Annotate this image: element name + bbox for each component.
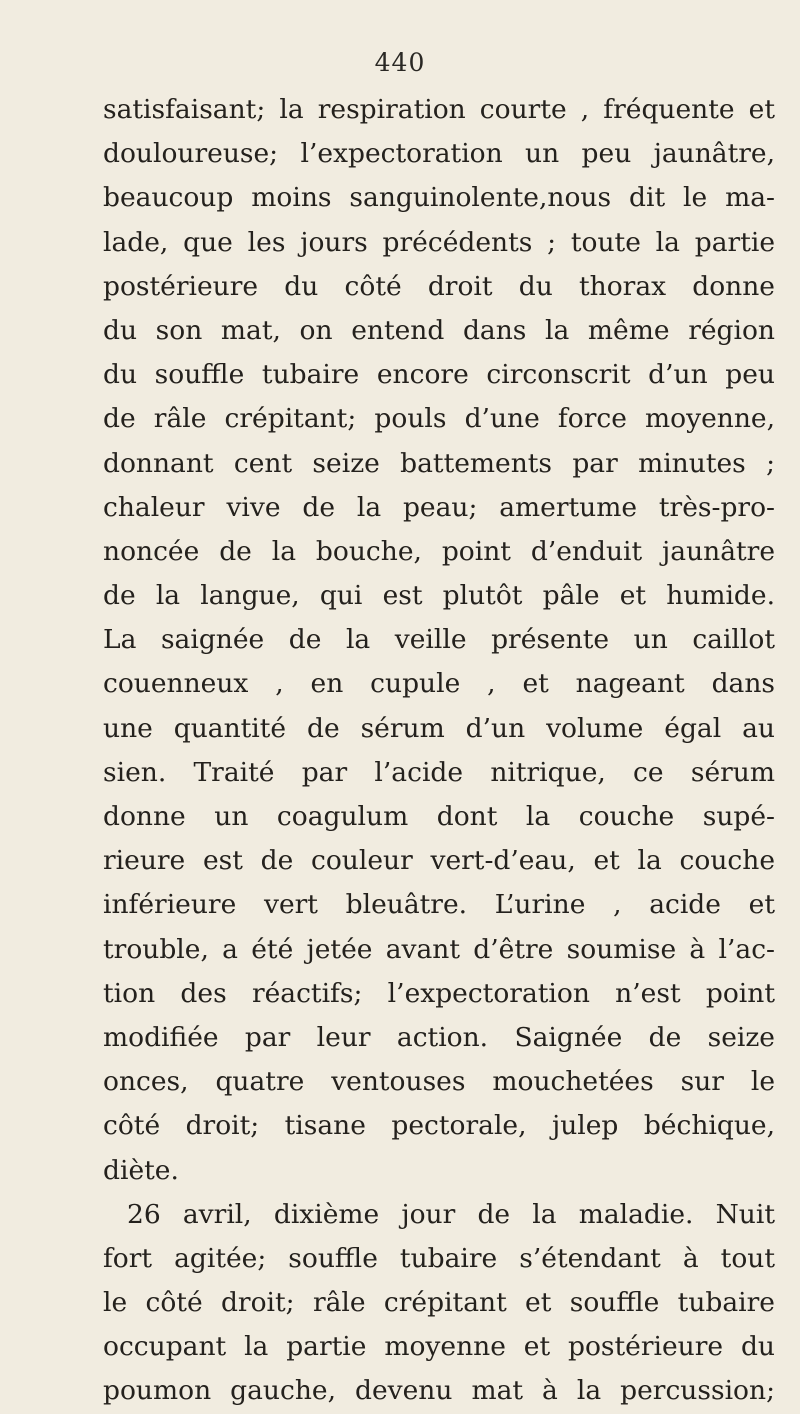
text-line: de la langue, qui est plutôt pâle et humide.: [103, 580, 775, 612]
text-line: chaleur vive de la peau; amertume très-pro-: [103, 491, 775, 523]
text-line: noncée de la bouche, point d’enduit jaunâtre: [103, 535, 775, 567]
paragraph-end-line: diète.: [103, 1154, 179, 1186]
text-line: du souffle tubaire encore circonscrit d’un peu: [103, 359, 775, 391]
text-line: sien. Traité par l’acide nitrique, ce sérum: [103, 756, 775, 788]
text-line: lade, que les jours précédents ; toute la partie: [103, 226, 775, 258]
text-line: rieure est de couleur vert-d’eau, et la couche: [103, 845, 775, 877]
text-line: couenneux , en cupule , et nageant dans: [103, 668, 775, 700]
text-line: côté droit; tisane pectorale, julep béchique,: [103, 1110, 775, 1142]
text-line: postérieure du côté droit du thorax donne: [103, 270, 775, 302]
text-line: fort agitée; souffle tubaire s’étendant à tout: [103, 1242, 775, 1274]
body-text: [103, 88, 775, 1414]
text-line: onces, quatre ventouses mouchetées sur le: [103, 1066, 775, 1098]
text-line: douloureuse; l’expectoration un peu jaunâtre,: [103, 138, 775, 170]
paragraph-start-line: 26 avril, dixième jour de la maladie. Nuit: [127, 1198, 775, 1230]
page-number: 440: [374, 48, 426, 77]
text-line: La saignée de la veille présente un caillot: [103, 624, 775, 656]
text-line: modifiée par leur action. Saignée de seize: [103, 1021, 775, 1053]
text-line: donnant cent seize battements par minutes ;: [103, 447, 775, 479]
text-line: occupant la partie moyenne et postérieure du: [103, 1331, 775, 1363]
text-line: tion des réactifs; l’expectoration n’est point: [103, 977, 775, 1009]
text-line: du son mat, on entend dans la même région: [103, 314, 775, 346]
text-line: poumon gauche, devenu mat à la percussion;: [103, 1375, 775, 1407]
text-line: inférieure vert bleuâtre. L’urine , acide et: [103, 889, 775, 921]
text-line: de râle crépitant; pouls d’une force moyenne,: [103, 403, 775, 435]
text-line: beaucoup moins sanguinolente,nous dit le ma-: [103, 182, 775, 214]
text-line: le côté droit; râle crépitant et souffle tubaire: [103, 1287, 775, 1319]
text-line: satisfaisant; la respiration courte , fréquente et: [103, 94, 775, 125]
text-line: donne un coagulum dont la couche supé-: [103, 801, 775, 832]
text-line: trouble, a été jetée avant d’être soumise à l’ac-: [103, 933, 775, 965]
text-line: une quantité de sérum d’un volume égal au: [103, 712, 775, 744]
